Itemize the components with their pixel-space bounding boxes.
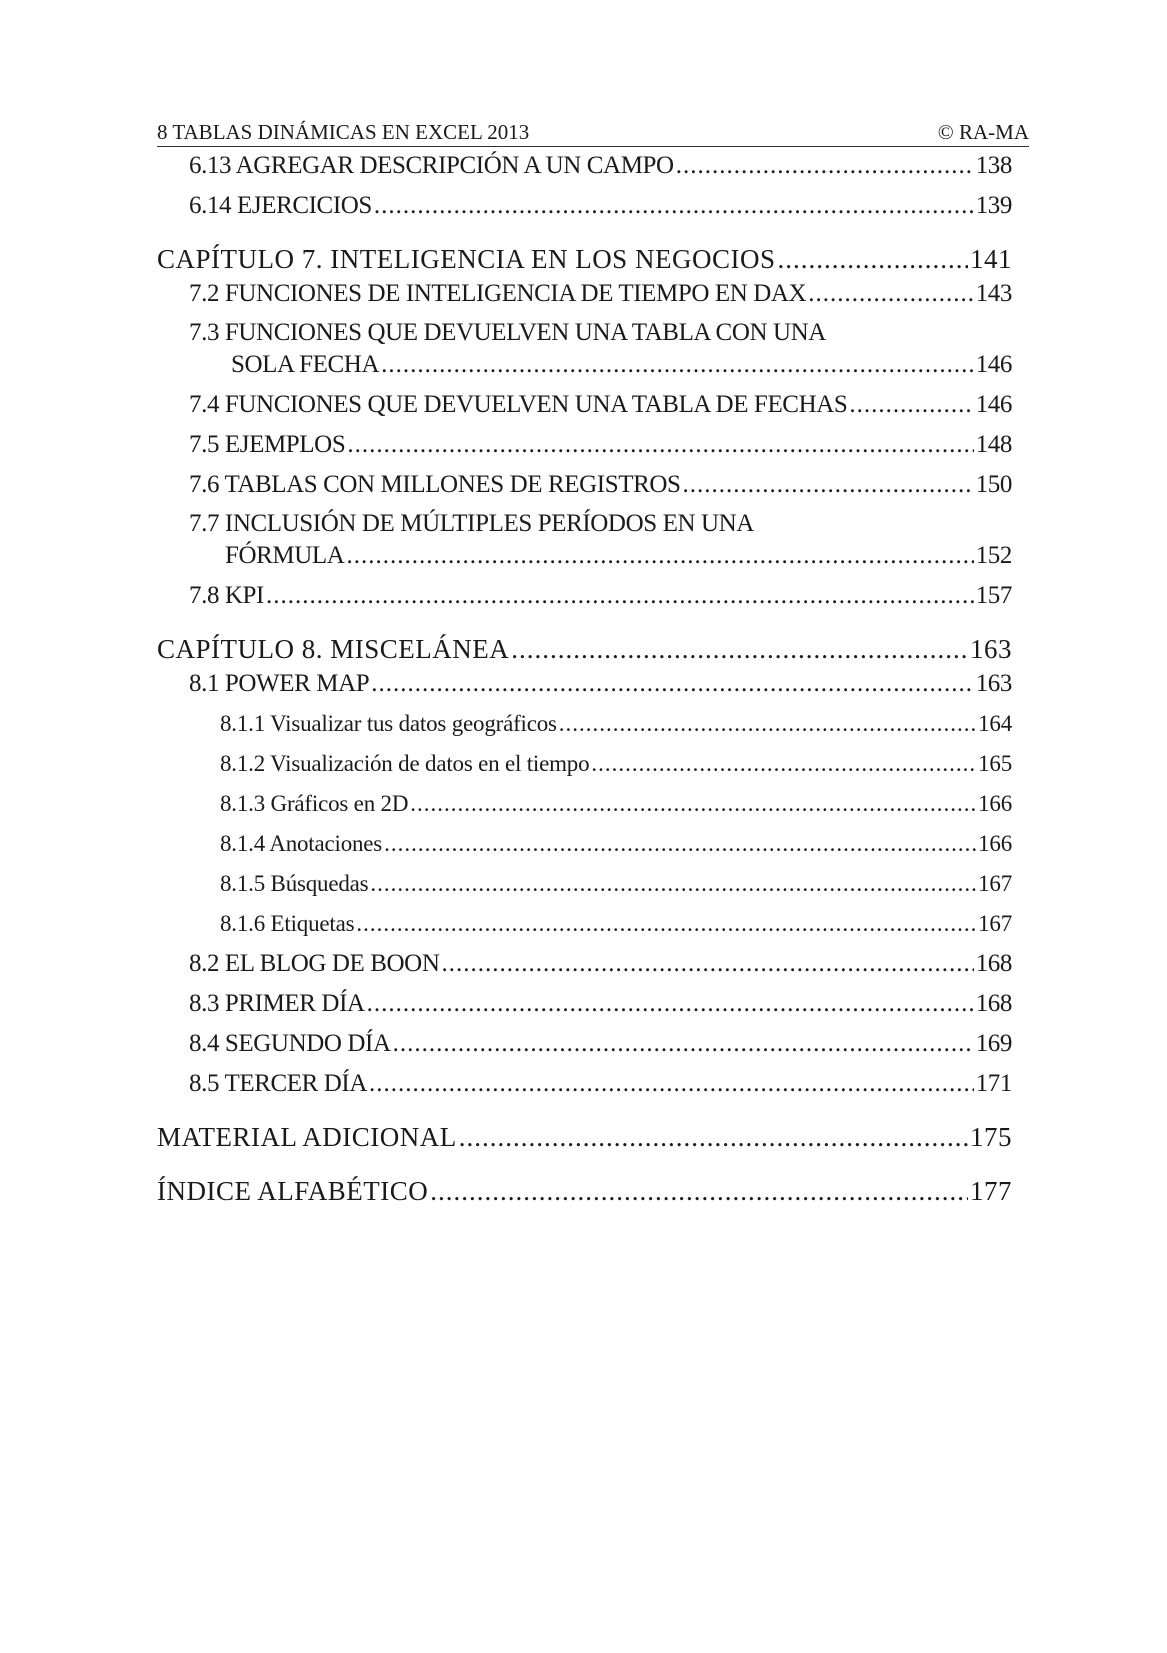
- toc-entry-page: 152: [975, 542, 1012, 569]
- dot-leader: [683, 468, 974, 502]
- dot-leader: [459, 1119, 968, 1155]
- dot-leader: [559, 707, 976, 741]
- toc-entry-title: 6.13 AGREGAR DESCRIPCIÓN A UN CAMPO: [189, 152, 674, 179]
- dot-leader: [410, 787, 976, 821]
- toc-entry-title-line2: SOLA FECHA: [231, 351, 380, 378]
- toc-entry-title: 8.5 TERCER DÍA: [189, 1070, 367, 1097]
- toc-subentry-title: 8.1.4 Anotaciones: [220, 831, 383, 856]
- toc-entry-page: 168: [975, 950, 1012, 977]
- dot-leader: [346, 539, 973, 573]
- dot-leader: [511, 631, 968, 667]
- dot-leader: [441, 947, 973, 981]
- toc-entry-title: 7.5 EJEMPLOS: [189, 431, 346, 458]
- toc-entry-7-2: [157, 277, 1012, 311]
- toc-entry-7-4: [157, 388, 1012, 422]
- toc-chapter-page: 175: [970, 1122, 1012, 1152]
- toc-entry-8-1: [157, 667, 1012, 701]
- dot-leader: [676, 149, 974, 183]
- toc-chapter-page: 177: [970, 1176, 1012, 1206]
- toc-subentry-title: 8.1.1 Visualizar tus datos geográficos: [220, 711, 557, 736]
- toc-entry-page: 168: [975, 990, 1012, 1017]
- dot-leader: [266, 579, 974, 613]
- toc-chapter-title: MATERIAL ADICIONAL: [157, 1122, 457, 1152]
- dot-leader: [777, 241, 968, 277]
- toc-entry-page: 169: [975, 1030, 1012, 1057]
- toc-subentry-8-1-5: [157, 867, 1012, 901]
- toc-entry-8-5: [157, 1067, 1012, 1101]
- dot-leader: [591, 747, 976, 781]
- toc-subentry-page: 167: [978, 911, 1012, 936]
- toc-entry-page: 138: [975, 152, 1012, 179]
- toc-entry-page: 146: [975, 391, 1012, 418]
- toc-subentry-8-1-6: [157, 907, 1012, 941]
- dot-leader: [393, 1027, 974, 1061]
- toc-subentry-page: 166: [978, 791, 1012, 816]
- dot-leader: [374, 189, 974, 223]
- toc-subentry-page: 166: [978, 831, 1012, 856]
- header-publisher: © RA-MA: [937, 120, 1029, 144]
- toc-entry-8-2: [157, 947, 1012, 981]
- toc-entry-7-3: [157, 317, 1012, 382]
- dot-leader: [849, 388, 973, 422]
- toc-entry-7-5: [157, 428, 1012, 462]
- toc-entry-7-6: [157, 468, 1012, 502]
- toc-entry-page: 143: [975, 280, 1012, 307]
- toc-entry-6-13: [157, 149, 1012, 183]
- dot-leader: [367, 987, 974, 1021]
- toc-subentry-title: 8.1.3 Gráficos en 2D: [220, 791, 409, 816]
- dot-leader: [371, 667, 973, 701]
- dot-leader: [347, 428, 973, 462]
- dot-leader: [381, 348, 974, 382]
- toc-chapter-title: CAPÍTULO 7. INTELIGENCIA EN LOS NEGOCIOS: [157, 244, 776, 274]
- header-page-and-title: 8 TABLAS DINÁMICAS EN EXCEL 2013: [157, 120, 530, 144]
- toc-indice-alfabetico: [157, 1173, 1012, 1209]
- toc-subentry-8-1-4: [157, 827, 1012, 861]
- dot-leader: [808, 277, 973, 311]
- toc-entry-page: 150: [975, 471, 1012, 498]
- dot-leader: [369, 1067, 974, 1101]
- running-header: [157, 118, 1029, 147]
- table-of-contents: [157, 149, 1012, 1209]
- toc-chapter-page: 141: [970, 244, 1012, 274]
- toc-entry-title-line2: FÓRMULA: [225, 542, 345, 569]
- toc-subentry-page: 164: [978, 711, 1012, 736]
- toc-subentry-title: 8.1.6 Etiquetas: [220, 911, 355, 936]
- toc-entry-title: 8.1 POWER MAP: [189, 670, 370, 697]
- toc-entry-title: 8.3 PRIMER DÍA: [189, 990, 365, 1017]
- dot-leader: [370, 867, 976, 901]
- dot-leader: [384, 827, 976, 861]
- toc-chapter-page: 163: [970, 634, 1012, 664]
- toc-entry-title-line1: 7.3 FUNCIONES QUE DEVUELVEN UNA TABLA CON UNA: [189, 319, 826, 346]
- toc-subentry-8-1-1: [157, 707, 1012, 741]
- toc-chapter-title: ÍNDICE ALFABÉTICO: [157, 1176, 429, 1206]
- toc-entry-page: 163: [975, 670, 1012, 697]
- toc-entry-page: 171: [975, 1070, 1012, 1097]
- toc-subentry-title: 8.1.5 Búsquedas: [220, 871, 369, 896]
- toc-entry-title: 8.2 EL BLOG DE BOON: [189, 950, 440, 977]
- toc-material-adicional: [157, 1119, 1012, 1155]
- toc-subentry-8-1-3: [157, 787, 1012, 821]
- toc-entry-7-8: [157, 579, 1012, 613]
- toc-entry-page: 148: [975, 431, 1012, 458]
- toc-entry-title: 6.14 EJERCICIOS: [189, 192, 372, 219]
- toc-subentry-page: 167: [978, 871, 1012, 896]
- toc-entry-title: 7.6 TABLAS CON MILLONES DE REGISTROS: [189, 471, 681, 498]
- dot-leader: [430, 1173, 968, 1209]
- toc-entry-title: 7.8 KPI: [189, 582, 264, 609]
- toc-entry-8-4: [157, 1027, 1012, 1061]
- toc-entry-8-3: [157, 987, 1012, 1021]
- toc-chapter-7: [157, 241, 1012, 277]
- toc-entry-title: 8.4 SEGUNDO DÍA: [189, 1030, 391, 1057]
- toc-chapter-title: CAPÍTULO 8. MISCELÁNEA: [157, 634, 510, 664]
- toc-entry-6-14: [157, 189, 1012, 223]
- toc-entry-title: 7.2 FUNCIONES DE INTELIGENCIA DE TIEMPO EN DAX: [189, 280, 807, 307]
- toc-subentry-page: 165: [978, 751, 1012, 776]
- toc-entry-title-line1: 7.7 INCLUSIÓN DE MÚLTIPLES PERÍODOS EN UNA: [189, 510, 754, 537]
- toc-entry-page: 146: [975, 351, 1012, 378]
- toc-subentry-title: 8.1.2 Visualización de datos en el tiempo: [220, 751, 590, 776]
- toc-subentry-8-1-2: [157, 747, 1012, 781]
- toc-entry-page: 157: [975, 582, 1012, 609]
- toc-entry-title: 7.4 FUNCIONES QUE DEVUELVEN UNA TABLA DE FECHAS: [189, 391, 848, 418]
- toc-chapter-8: [157, 631, 1012, 667]
- toc-entry-page: 139: [975, 192, 1012, 219]
- toc-entry-7-7: [157, 508, 1012, 573]
- dot-leader: [356, 907, 976, 941]
